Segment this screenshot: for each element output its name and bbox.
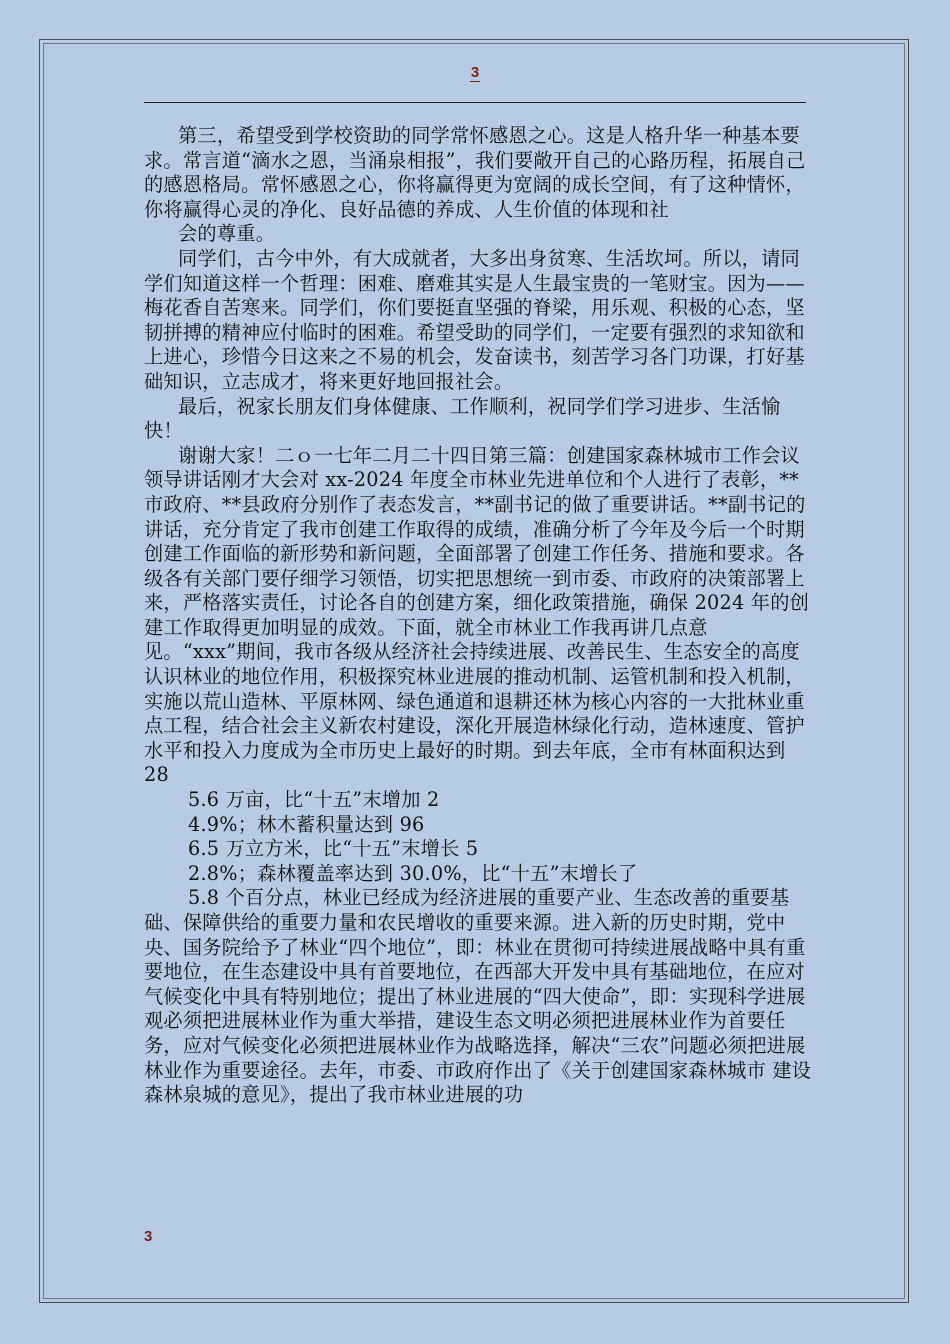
paragraph: 会的尊重。 (178, 222, 276, 246)
paragraph: 2.8%；森林覆盖率达到 30.0%，比“十五”末增长了 (188, 861, 638, 885)
paragraph: 5.6 万亩，比“十五”末增加 2 (188, 788, 440, 812)
paragraph: 最后，祝家长朋友们身体健康、工作顺利，祝同学们学习进步、生活愉快！ (144, 394, 781, 443)
header-rule (144, 102, 806, 103)
paragraph: 谢谢大家！二ｏ一七年二月二十四日第三篇：创建国家森林城市工作会议领导讲话刚才大会对 xx-2024 年度全市林业先进单位和个人进行了表彰，**市政府、**县政府分别作了表态发言，**副书记的做了重要讲话。**副书记的讲话，充分肯定了我市创建工作取得的成绩，准确分析了今年及今后一个时期创建工作面临的新形势和新问题，全面部署了创建工作任务、措施和要求。各级各有关部门要仔细学习领悟，切实把思想统一到市委、市政府的决策部署上来，严格落实责任，讨论各自的创建方案，细化政策措施，确保 2024 年的创建工作取得更加明显的成效。下面，就全市林业工作我再讲几点意见。“xxx”期间，我市各级从经济社会持续进展、改善民生、生态安全的高度认识林业的地位作用，积极探究林业进展的推动机制、运管机制和投入机制，实施以荒山造林、平原林网、绿色通道和退耕还林为核心内容的一大批林业重点工程，结合社会主义新农村建设，深化开展造林绿化行动，造林速度、管护水平和投入力度成为全市历史上最好的时期。到去年底，全市有林面积达到 28 (144, 443, 810, 787)
paragraph: 6.5 万立方米，比“十五”末增长 5 (188, 837, 479, 861)
header-page-number: 3 (470, 64, 480, 81)
paragraph: 第三，希望受到学校资助的同学常怀感恩之心。这是人格升华一种基本要求。常言道“滴水之恩，当涌泉相报”，我们要敞开自己的心路历程，拓展自己的感恩格局。常怀感恩之心，你将赢得更为宽阔的成长空间，有了这种情怀，你将赢得心灵的净化、良好品德的养成、人生价值的体现和社 (144, 124, 806, 221)
paragraph: 4.9%；林木蓄积量达到 96 (188, 812, 425, 836)
footer-page-number: 3 (144, 1228, 153, 1245)
paragraph: 5.8 个百分点，林业已经成为经济进展的重要产业、生态改善的重要基础、保障供给的重要力量和农民增收的重要来源。进入新的历史时期，党中央、国务院给予了林业“四个地位”，即：林业在贯彻可持续进展战略中具有重要地位，在生态建设中具有首要地位，在西部大开发中具有基础地位，在应对气候变化中具有特别地位；提出了林业进展的“四大使命”，即：实现科学进展观必须把进展林业作为重大举措，建设生态文明必须把进展林业作为首要任务，应对气候变化必须把进展林业作为战略选择，解决“三农”问题必须把进展林业作为重要途径。去年，市委、市政府作出了《关于创建国家森林城市 建设森林泉城的意见》，提出了我市林业进展的功 (144, 886, 812, 1107)
document-body (144, 124, 812, 1108)
paragraph: 同学们，古今中外，有大成就者，大多出身贫寒、生活坎坷。所以，请同学们知道这样一个哲理：困难、磨难其实是人生最宝贵的一笔财宝。因为——梅花香自苦寒来。同学们，你们要挺直坚强的脊梁，用乐观、积极的心态，坚韧拼搏的精神应付临时的困难。希望受助的同学们，一定要有强烈的求知欲和上进心，珍惜今日这来之不易的机会，发奋读书，刻苦学习各门功课，打好基础知识，立志成才，将来更好地回报社会。 (144, 246, 805, 393)
